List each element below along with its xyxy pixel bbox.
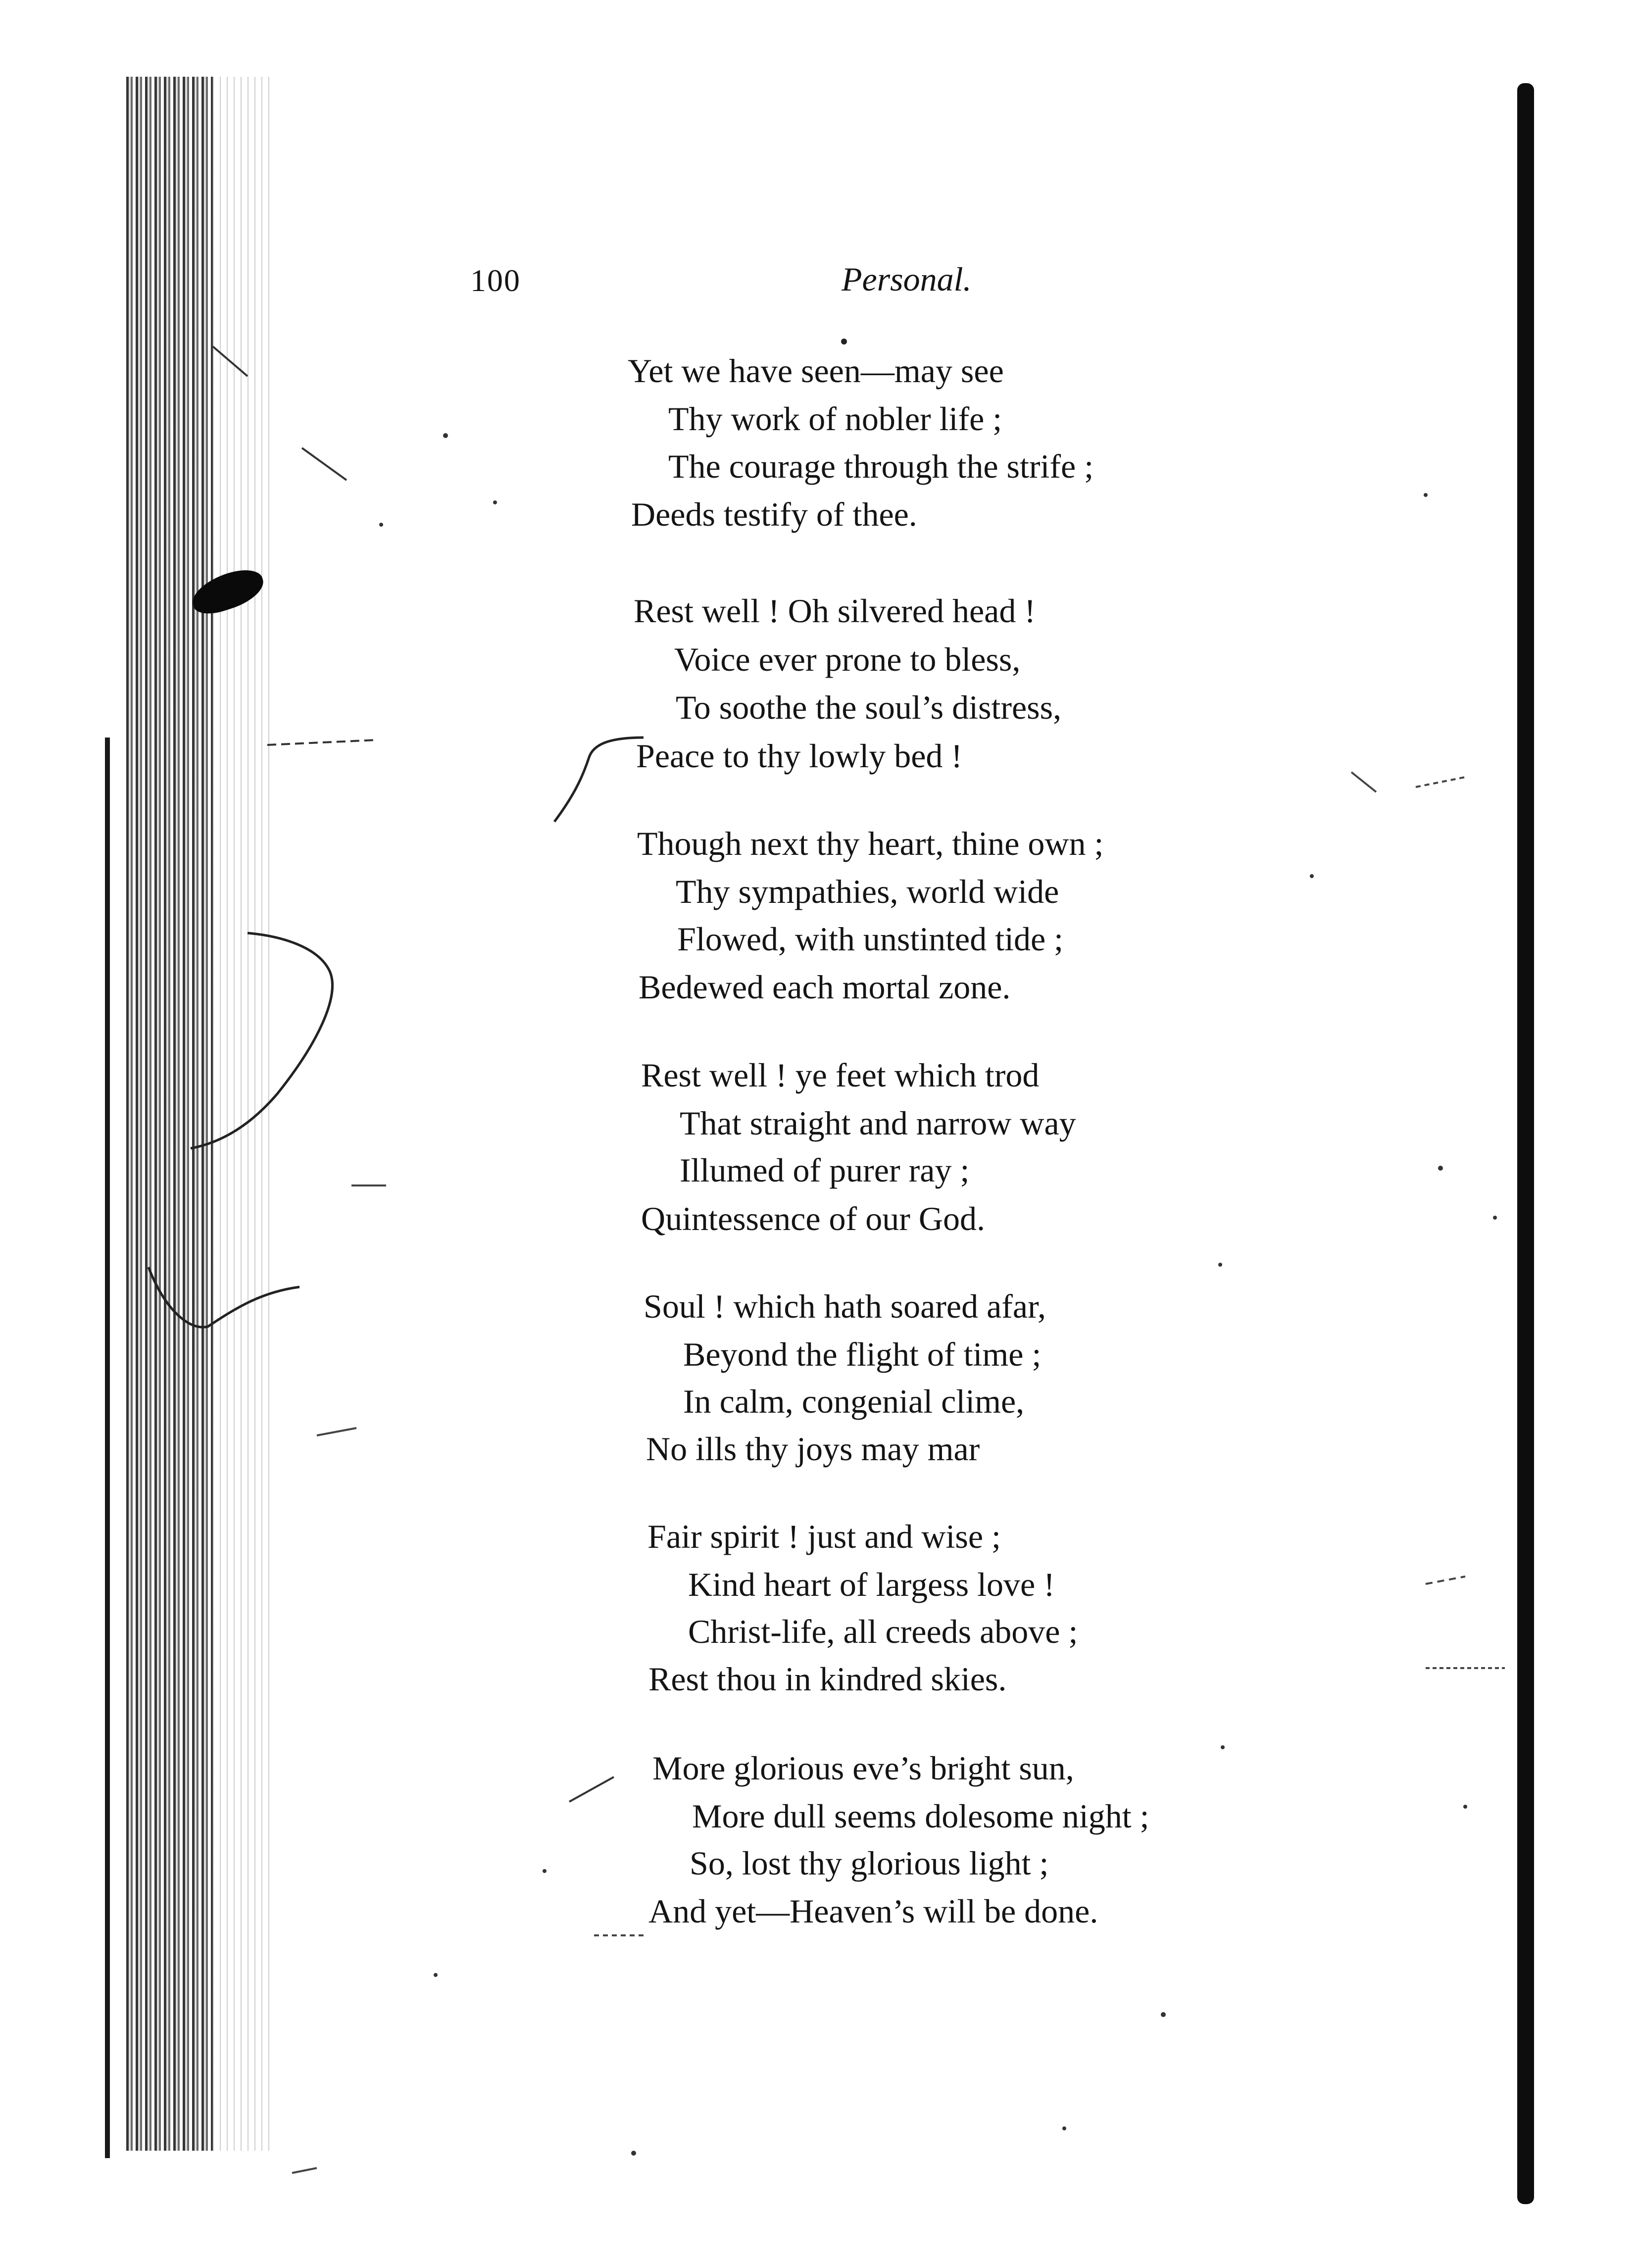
speck	[543, 1869, 546, 1873]
poem-line: To soothe the soul’s distress,	[676, 689, 1062, 726]
speck	[1161, 2012, 1166, 2017]
speck	[434, 1973, 438, 1977]
poem-line: Quintessence of our God.	[641, 1200, 985, 1237]
pencil-stroke	[1351, 772, 1376, 792]
poem-line: Rest thou in kindred skies.	[648, 1660, 1007, 1698]
speck	[1463, 1805, 1467, 1809]
poem-line: Soul ! which hath soared afar,	[644, 1287, 1046, 1325]
pencil-bracket-mark	[554, 738, 644, 822]
poem-line: The courage through the strife ;	[668, 447, 1094, 485]
poem-line: More dull seems dolesome night ;	[692, 1797, 1149, 1835]
pencil-stroke	[302, 448, 347, 480]
poem-line: Kind heart of largess love !	[688, 1566, 1055, 1603]
speck	[631, 2151, 636, 2156]
poem-line: Rest well ! ye feet which trod	[641, 1056, 1040, 1094]
pencil-stroke	[1426, 1577, 1465, 1584]
poem-line: Rest well ! Oh silvered head !	[634, 592, 1036, 630]
speck	[1310, 874, 1314, 878]
poem-line: Though next thy heart, thine own ;	[637, 825, 1104, 862]
poem-line: Christ-life, all creeds above ;	[688, 1613, 1078, 1650]
poem-line: No ills thy joys may mar	[646, 1430, 980, 1468]
poem-line: And yet—Heaven’s will be done.	[648, 1892, 1098, 1930]
poem-line: In calm, congenial clime,	[683, 1382, 1025, 1420]
poem-line: Thy sympathies, world wide	[676, 873, 1059, 910]
running-head: Personal.	[842, 260, 972, 298]
speck	[493, 500, 497, 504]
poem-line: Flowed, with unstinted tide ;	[677, 920, 1064, 958]
page-number: 100	[470, 263, 521, 298]
poem-line: Beyond the flight of time ;	[683, 1335, 1042, 1373]
pencil-arc-mark	[191, 933, 332, 1148]
poem-line: Illumed of purer ray ;	[680, 1151, 970, 1189]
pencil-stroke	[317, 1428, 356, 1435]
poem-line: Peace to thy lowly bed !	[636, 737, 963, 775]
poem-line: Yet we have seen—may see	[628, 352, 1004, 390]
pencil-stroke	[267, 740, 376, 745]
speck	[1424, 493, 1428, 497]
pencil-stroke	[292, 2168, 317, 2173]
speck	[1221, 1745, 1225, 1749]
pencil-stroke	[213, 346, 248, 376]
speck	[1438, 1166, 1443, 1171]
speck	[841, 339, 847, 345]
speck	[379, 523, 383, 527]
speck	[1493, 1216, 1497, 1220]
poem-line: More glorious eve’s bright sun,	[652, 1749, 1074, 1787]
poem-line: That straight and narrow way	[680, 1104, 1076, 1142]
pencil-curve-mark	[149, 1267, 299, 1327]
speck	[1062, 2126, 1066, 2130]
poem-line: Bedewed each mortal zone.	[639, 968, 1011, 1006]
poem-line: Voice ever prone to bless,	[674, 641, 1021, 678]
speck	[443, 433, 448, 438]
poem-line: Deeds testify of thee.	[631, 495, 917, 533]
poem-line: Fair spirit ! just and wise ;	[647, 1518, 1001, 1555]
pencil-stroke	[1416, 777, 1465, 787]
poem-line: Thy work of nobler life ;	[668, 400, 1002, 438]
poem-line: So, lost thy glorious light ;	[690, 1844, 1049, 1882]
pencil-stroke	[569, 1777, 614, 1802]
speck	[1218, 1263, 1222, 1267]
